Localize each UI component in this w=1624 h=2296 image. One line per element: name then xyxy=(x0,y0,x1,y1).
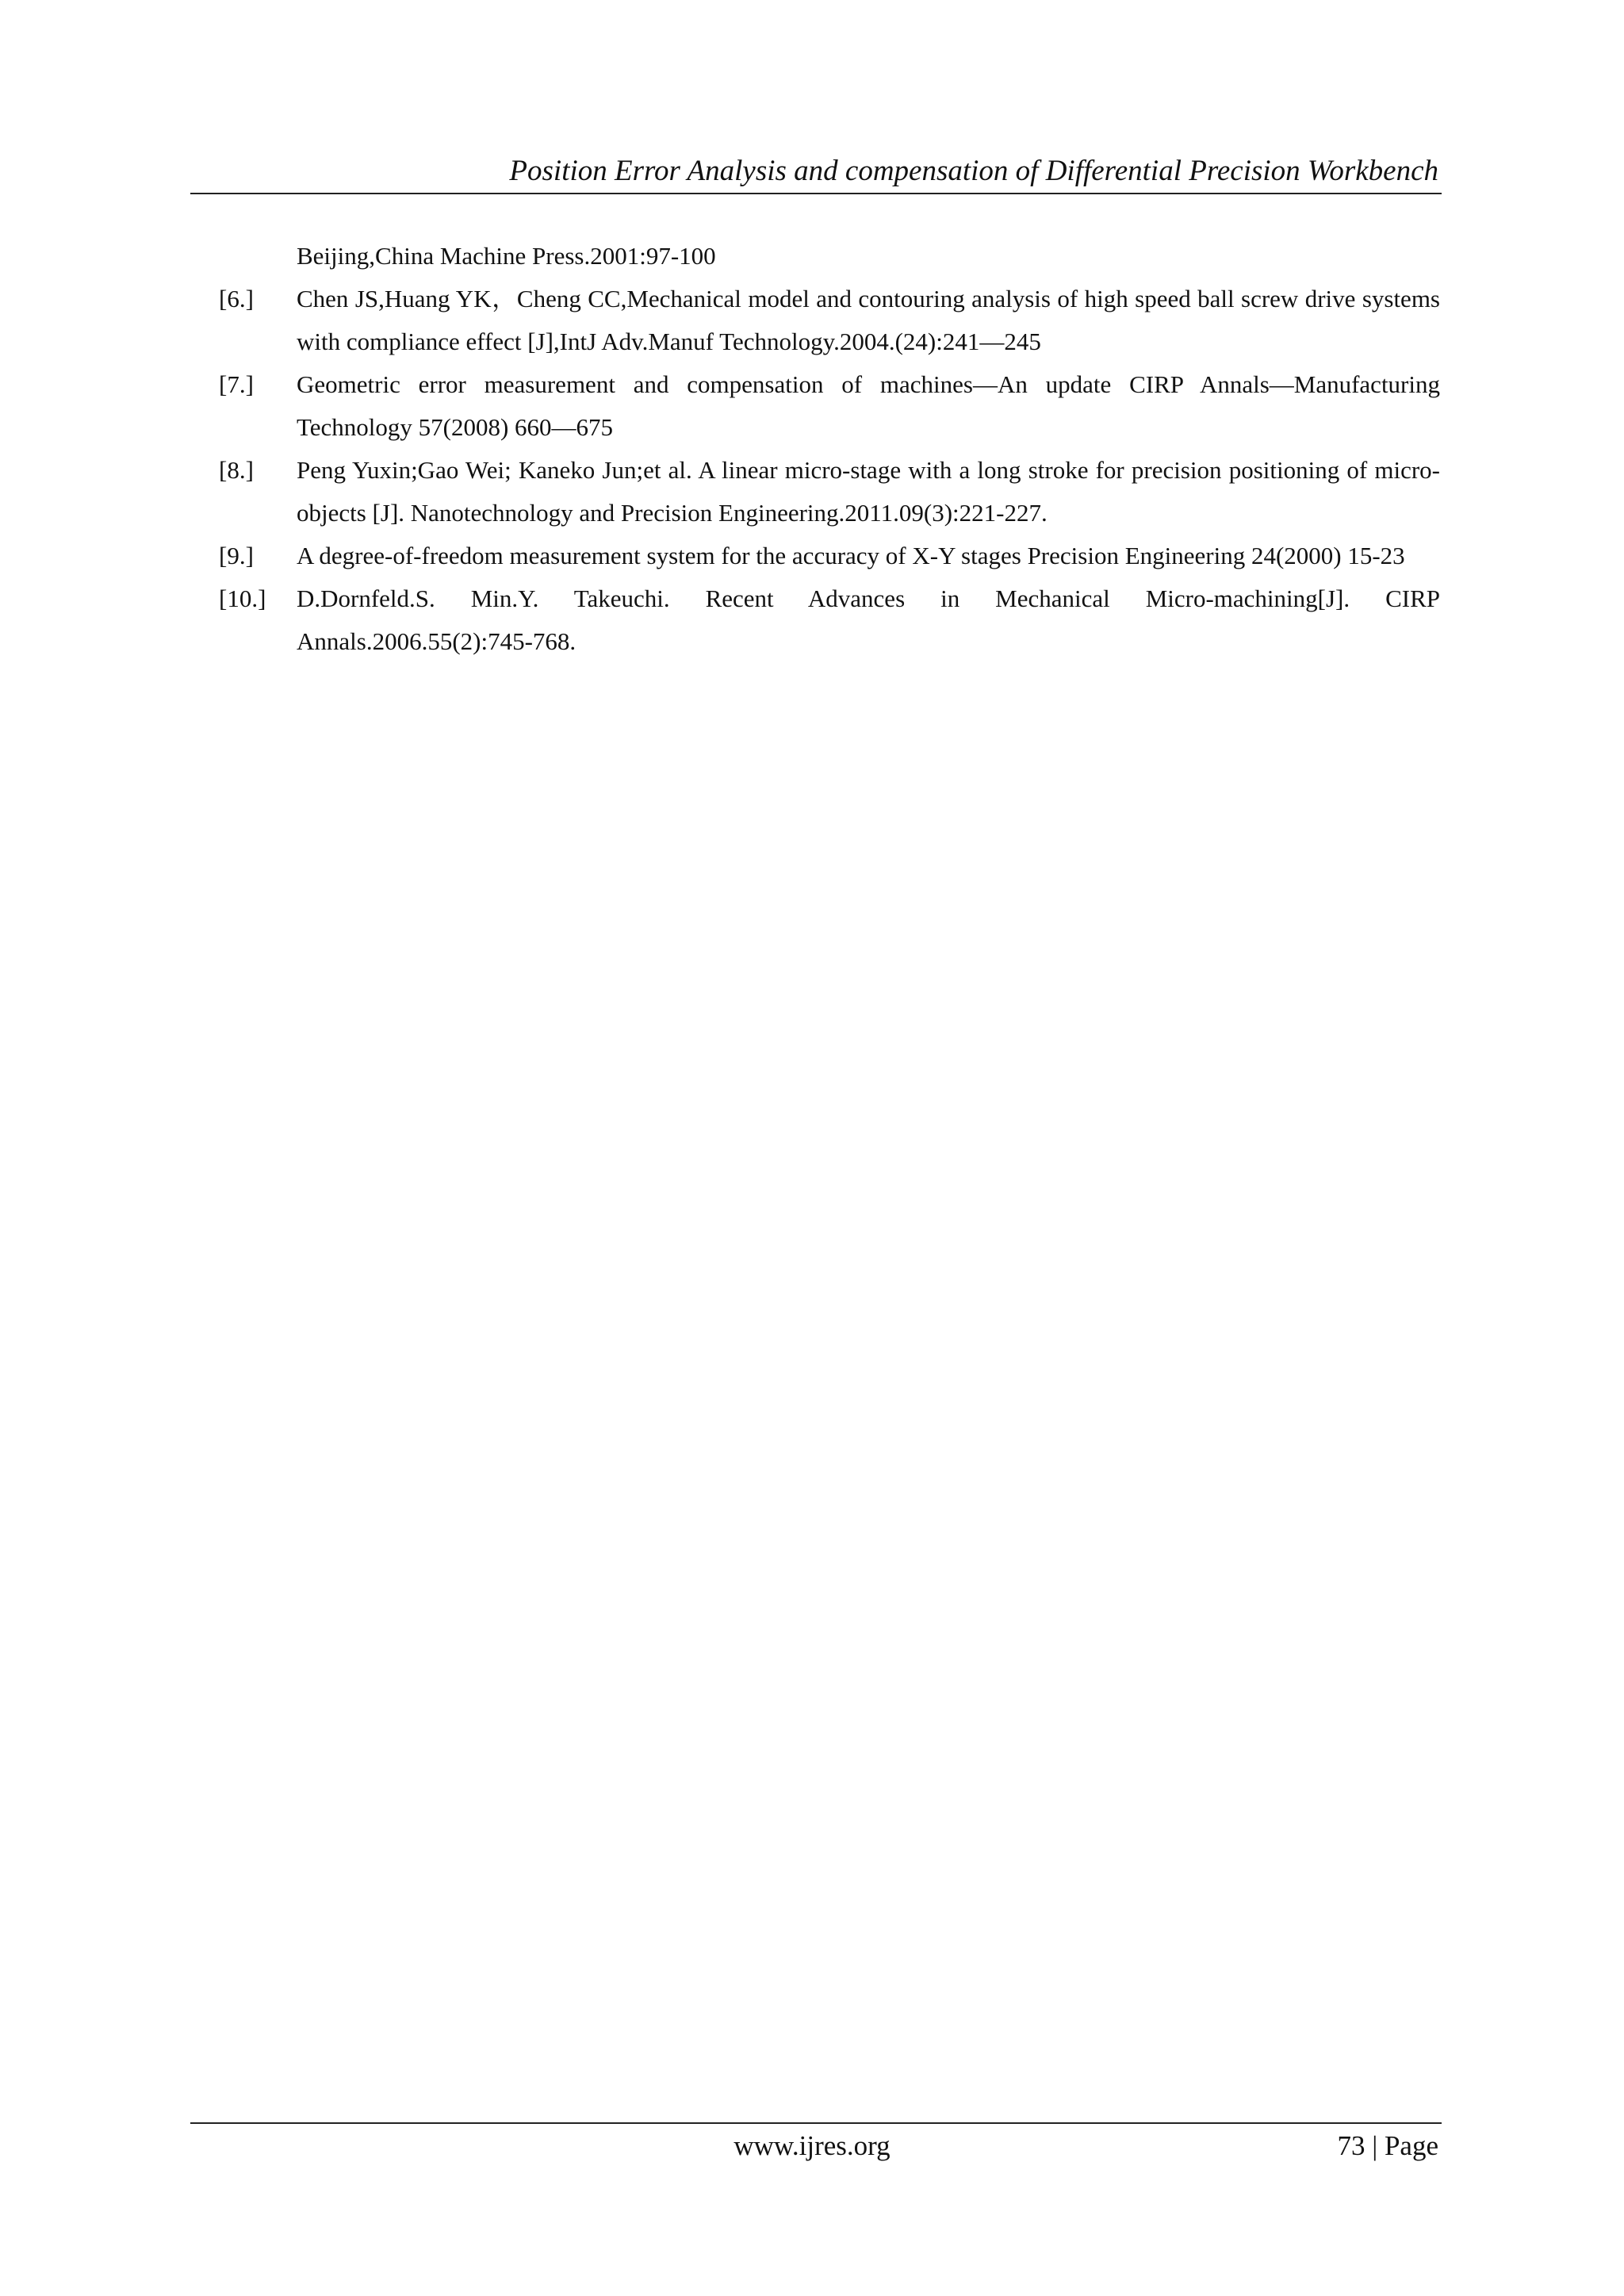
reference-item xyxy=(219,535,1440,577)
reference-number: [10.] xyxy=(219,585,266,612)
header-divider xyxy=(190,193,1442,194)
footer-page-number: 73 | Page xyxy=(1337,2130,1438,2161)
reference-text: A degree-of-freedom measurement system for the accuracy of X-Y stages Precision Engineering 24(2000) 15-23 xyxy=(297,542,1405,569)
reference-item xyxy=(219,278,1440,363)
reference-item xyxy=(219,363,1440,449)
reference-item xyxy=(219,577,1440,663)
reference-continuation: Beijing,China Machine Press.2001:97-100 xyxy=(297,242,716,270)
reference-text: Chen JS,Huang YK，Cheng CC,Mechanical model and contouring analysis of high speed ball screw drive systems with compliance effect [J],IntJ Adv.Manuf Technology.2004.(24):241—245 xyxy=(297,285,1440,355)
footer-divider xyxy=(190,2122,1442,2124)
reference-text: Geometric error measurement and compensation of machines—An update CIRP Annals—Manufacturing Technology 57(2008) 660—675 xyxy=(297,370,1440,441)
running-header-title: Position Error Analysis and compensation of Differential Precision Workbench xyxy=(509,155,1438,187)
reference-number: [9.] xyxy=(219,542,254,569)
reference-number: [7.] xyxy=(219,370,254,398)
reference-number: [6.] xyxy=(219,285,254,312)
reference-text: D.Dornfeld.S. Min.Y. Takeuchi. Recent Advances in Mechanical Micro-machining[J]. CIRP Annals.2006.55(2):745-768. xyxy=(297,585,1440,655)
reference-number: [8.] xyxy=(219,456,254,484)
footer-website: www.ijres.org xyxy=(733,2130,891,2161)
reference-list xyxy=(219,235,1440,663)
reference-item xyxy=(219,449,1440,535)
reference-text: Peng Yuxin;Gao Wei; Kaneko Jun;et al. A linear micro-stage with a long stroke for precision positioning of micro-objects [J]. Nanotechnology and Precision Engineering.2011.09(3):221-227. xyxy=(297,456,1440,527)
